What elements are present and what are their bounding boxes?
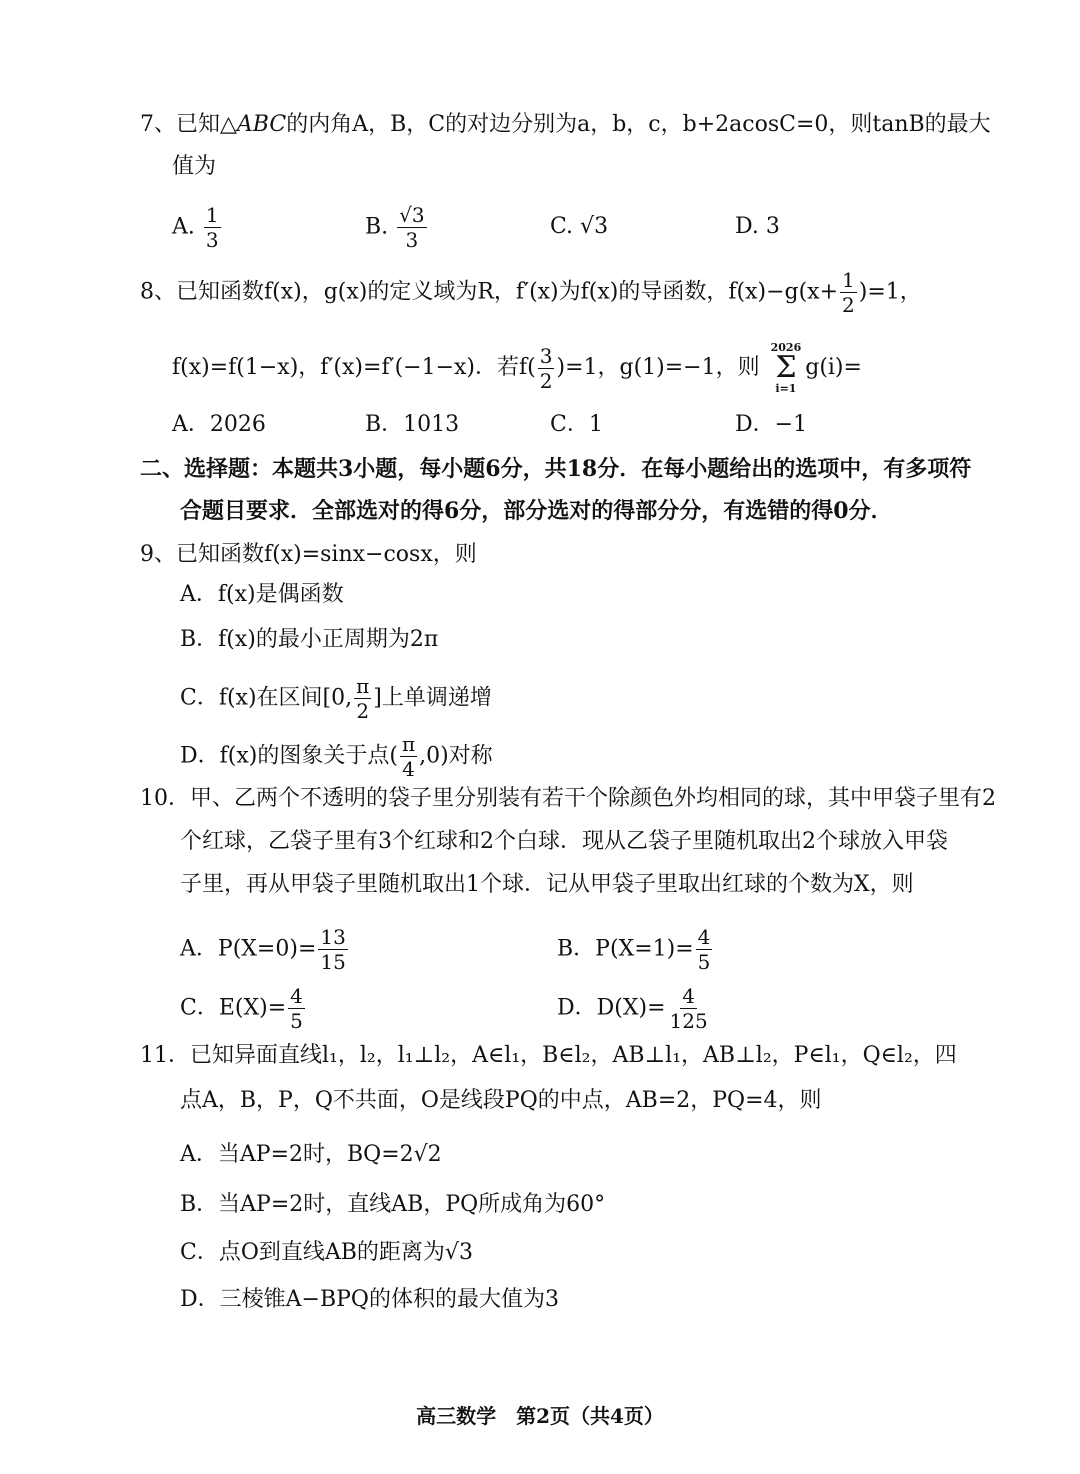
q8-stem-line1 <box>140 270 922 315</box>
q7-b-label: B. <box>365 214 389 240</box>
q10-d-text: D．D(X)= <box>557 995 666 1021</box>
q10-b-num: 4 <box>697 925 711 949</box>
q10-option-c <box>180 986 307 1031</box>
q7-a-den: 3 <box>205 228 219 252</box>
q9-option-a: A．f(x)是偶函数 <box>180 582 344 607</box>
q7-option-a <box>172 205 223 250</box>
q8-half-num: 1 <box>842 268 855 292</box>
section2-heading-line2: 合题目要求．全部选对的得6分，部分选对的得部分分，有选错的得0分． <box>180 498 893 524</box>
section2-heading-line1: 二、选择题：本题共3小题，每小题6分，共18分．在每小题给出的选项中，有多项符 <box>140 456 972 482</box>
q9-d-text-b: ,0)对称 <box>419 743 493 769</box>
q10-option-d <box>557 986 712 1031</box>
q7-b-num: √3 <box>399 203 425 227</box>
q9-c-num: π <box>356 674 370 698</box>
q7-c-value: √3 <box>580 214 609 239</box>
q8-three-halves <box>538 343 555 393</box>
q7-d-value: 3 <box>765 214 780 239</box>
q10-d-den: 125 <box>669 1009 708 1033</box>
q10-c-fraction <box>288 986 305 1031</box>
q10-stem-line3: 子里，再从甲袋子里随机取出1个球．记从甲袋子里取出红球的个数为X，则 <box>180 872 914 897</box>
q8-sum-upper: 2026 <box>770 341 802 354</box>
q8-3-den: 2 <box>539 368 553 393</box>
q9-d-num: π <box>401 732 416 756</box>
q10-c-den: 5 <box>290 1009 303 1033</box>
q10-a-den: 15 <box>320 950 346 974</box>
q10-option-a <box>180 927 350 972</box>
q7-option-b <box>365 205 429 250</box>
q7-c-label: C. <box>550 214 574 239</box>
q10-a-text: A．P(X=0)= <box>180 936 317 962</box>
q8-option-d: D．−1 <box>735 412 808 437</box>
q11-option-d: D．三棱锥A−BPQ的体积的最大值为3 <box>180 1287 559 1312</box>
q8-option-c: C．1 <box>550 412 603 437</box>
q9-d-text-a: D．f(x)的图象关于点( <box>180 743 398 769</box>
q10-c-num: 4 <box>290 984 303 1008</box>
q8-line2-b: )=1，g(1)=−1，则 <box>556 355 760 380</box>
q8-half-fraction <box>840 270 857 315</box>
q7-stem-line2: 值为 <box>172 154 217 179</box>
q9-d-den: 4 <box>402 757 415 781</box>
q10-b-text: B．P(X=1)= <box>557 936 694 962</box>
q8-option-a: A．2026 <box>172 412 266 437</box>
q7-stem <box>140 110 991 140</box>
q10-b-den: 5 <box>697 950 711 974</box>
q8-sum-lower: i=1 <box>775 382 797 395</box>
q8-line1-text: 8、已知函数f(x)，g(x)的定义域为R，f′(x)为f(x)的导函数，f(x)−g(x+ <box>140 279 839 305</box>
q9-option-c <box>180 676 492 721</box>
q10-b-fraction <box>696 927 713 972</box>
q7-option-c <box>550 212 608 242</box>
q10-stem-line2: 个红球，乙袋子里有3个红球和2个白球．现从乙袋子里随机取出2个球放入甲袋 <box>180 829 948 854</box>
q10-c-text: C．E(X)= <box>180 995 287 1021</box>
q7-b-fraction <box>397 205 426 250</box>
q10-stem-line1: 10．甲、乙两个不透明的袋子里分别装有若干个除颜色外均相同的球，其中甲袋子里有2 <box>140 786 996 811</box>
q11-stem-line1: 11．已知异面直线l₁，l₂，l₁⊥l₂，A∈l₁，B∈l₂，AB⊥l₁，AB⊥l₂，P∈l₁，Q∈l₂，四 <box>140 1043 957 1068</box>
q11-option-c: C．点O到直线AB的距离为√3 <box>180 1240 473 1265</box>
q7-stem-text: 的内角A，B，C的对边分别为a，b，c，b+2acosC=0，则tanB的最大 <box>286 112 991 137</box>
q8-half-den: 2 <box>842 293 855 317</box>
q11-option-a: A．当AP=2时，BQ=2√2 <box>180 1142 442 1167</box>
q7-option-d <box>735 212 780 242</box>
q10-a-fraction <box>318 927 347 972</box>
q8-3-num: 3 <box>539 343 553 368</box>
q9-option-b: B．f(x)的最小正周期为2π <box>180 627 439 652</box>
q9-c-den: 2 <box>356 699 370 723</box>
q7-b-den: 3 <box>405 228 419 252</box>
q11-option-b: B．当AP=2时，直线AB，PQ所成角为60° <box>180 1192 606 1217</box>
q7-prefix: 7、已知△ <box>140 112 237 137</box>
q7-a-fraction <box>204 205 221 250</box>
q7-triangle: ABC <box>236 112 287 137</box>
q10-a-num: 13 <box>320 925 346 949</box>
q8-sigma: Σ <box>775 350 797 385</box>
q8-stem-line2 <box>172 342 862 394</box>
q9-stem: 9、已知函数f(x)=sinx−cosx，则 <box>140 542 477 567</box>
q8-line2-a: f(x)=f(1−x)，f′(x)=f′(−1−x)．若f( <box>172 355 536 380</box>
q9-c-text-a: C．f(x)在区间[0, <box>180 685 353 711</box>
q9-c-text-b: ]上单调递增 <box>373 685 492 711</box>
q7-d-label: D. <box>735 214 759 239</box>
page-footer: 高三数学 第2页（共4页） <box>416 1404 664 1428</box>
q7-a-num: 1 <box>205 203 219 227</box>
q8-option-b: B．1013 <box>365 412 460 437</box>
q7-a-label: A. <box>172 214 195 240</box>
q11-stem-line2: 点A，B，P，Q不共面，O是线段PQ的中点，AB=2，PQ=4，则 <box>180 1088 822 1113</box>
q9-c-fraction <box>354 676 371 721</box>
q10-option-b <box>557 927 714 972</box>
q9-option-d <box>180 734 493 779</box>
q8-line2-c: g(i)= <box>805 355 862 380</box>
q10-d-fraction <box>668 986 710 1031</box>
q8-line1-end: )=1， <box>858 279 922 305</box>
q9-d-fraction <box>400 734 417 779</box>
q8-summation <box>771 342 802 394</box>
q10-d-num: 4 <box>682 984 695 1008</box>
